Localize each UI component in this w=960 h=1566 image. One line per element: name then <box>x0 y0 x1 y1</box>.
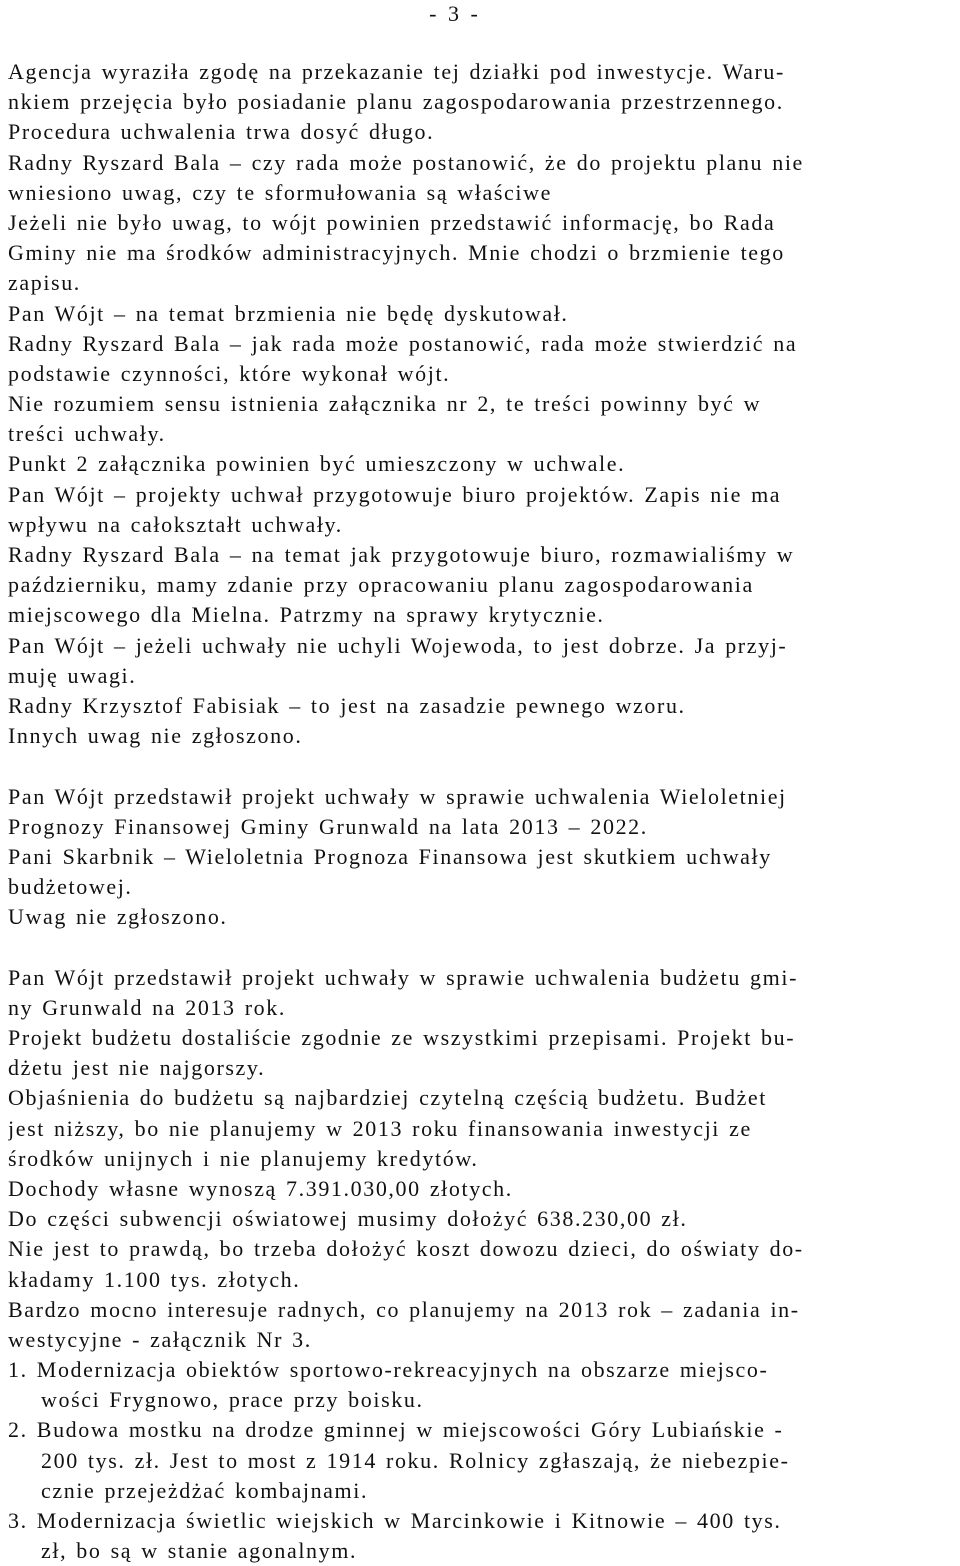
text-line: środków unijnych i nie planujemy kredytów. <box>8 1145 479 1171</box>
text-line: zł, bo są w stanie agonalnym. <box>41 1538 358 1564</box>
text-line: Gminy nie ma środków administracyjnych. Mnie chodzi o brzmienie tego <box>8 240 785 266</box>
text-line: Objaśnienia do budżetu są najbardziej czytelną częścią budżetu. Budżet <box>8 1085 768 1111</box>
text-line: jest niższy, bo nie planujemy w 2013 roku finansowania inwestycji ze <box>8 1115 752 1141</box>
text-line: Bardzo mocno interesuje radnych, co planujemy na 2013 rok – zadania in- <box>8 1296 800 1322</box>
text-line: Pan Wójt – jeżeli uchwały nie uchyli Wojewoda, to jest dobrze. Ja przyj- <box>8 632 788 658</box>
text-line: Pani Skarbnik – Wieloletnia Prognoza Finansowa jest skutkiem uchwały <box>8 843 772 869</box>
text-line: Radny Krzysztof Fabisiak – to jest na zasadzie pewnego wzoru. <box>8 692 686 718</box>
text-line: wniesiono uwag, czy te sformułowania są właściwe <box>8 179 552 205</box>
text-line: Pan Wójt przedstawił projekt uchwały w sprawie uchwalenia budżetu gmi- <box>8 964 799 990</box>
text-line: Do części subwencji oświatowej musimy dołożyć 638.230,00 zł. <box>8 1206 688 1232</box>
text-line: Pan Wójt przedstawił projekt uchwały w sprawie uchwalenia Wieloletniej <box>8 783 787 809</box>
text-line: 1. Modernizacja obiektów sportowo-rekreacyjnych na obszarze miejsco- <box>8 1357 769 1383</box>
text-line: 2. Budowa mostku na drodze gminnej w miejscowości Góry Lubiańskie - <box>8 1417 784 1443</box>
text-line: 3. Modernizacja świetlic wiejskich w Marcinkowie i Kitnowie – 400 tys. <box>8 1508 782 1533</box>
document-body <box>8 57 952 1566</box>
page-number: - 3 - <box>429 1 481 26</box>
text-line: westycyjne - załącznik Nr 3. <box>8 1326 312 1352</box>
text-line: zapisu. <box>8 270 81 296</box>
text-line: Radny Ryszard Bala – czy rada może postanowić, że do projektu planu nie <box>8 149 804 175</box>
text-line: ny Grunwald na 2013 rok. <box>8 994 286 1020</box>
text-line: Punkt 2 załącznika powinien być umieszczony w uchwale. <box>8 451 626 477</box>
text-line: Procedura uchwalenia trwa dosyć długo. <box>8 119 435 145</box>
text-line: 200 tys. zł. Jest to most z 1914 roku. Rolnicy zgłaszają, że niebezpie- <box>41 1447 790 1473</box>
text-line: miejscowego dla Mielna. Patrzmy na sprawy krytycznie. <box>8 602 605 628</box>
text-line: Agencja wyraziła zgodę na przekazanie tej działki pod inwestycje. Waru- <box>8 59 785 84</box>
text-line: Pan Wójt – projekty uchwał przygotowuje biuro projektów. Zapis nie ma <box>8 481 782 507</box>
text-line: dżetu jest nie najgorszy. <box>8 1055 266 1081</box>
text-line: Dochody własne wynoszą 7.391.030,00 złotych. <box>8 1175 513 1201</box>
text-line: październiku, mamy zdanie przy opracowaniu planu zagospodarowania <box>8 572 754 598</box>
text-line: cznie przejeżdżać kombajnami. <box>41 1477 369 1503</box>
text-line: Prognozy Finansowej Gminy Grunwald na lata 2013 – 2022. <box>8 813 648 839</box>
text-line: nkiem przejęcia było posiadanie planu zagospodarowania przestrzennego. <box>8 89 784 115</box>
text-line: treści uchwały. <box>8 421 166 447</box>
text-line: Radny Ryszard Bala – jak rada może postanowić, rada może stwierdzić na <box>8 330 798 356</box>
text-line: wości Frygnowo, prace przy boisku. <box>41 1387 424 1413</box>
text-line: podstawie czynności, które wykonał wójt. <box>8 360 451 386</box>
text-line: Nie jest to prawdą, bo trzeba dołożyć koszt dowozu dzieci, do oświaty do- <box>8 1236 804 1262</box>
text-line: muję uwagi. <box>8 662 137 688</box>
text-line: Jeżeli nie było uwag, to wójt powinien przedstawić informację, bo Rada <box>8 209 776 235</box>
paragraph-gap <box>8 932 952 962</box>
text-line: kładamy 1.100 tys. złotych. <box>8 1266 301 1292</box>
text-line: Uwag nie zgłoszono. <box>8 904 228 930</box>
text-line: budżetowej. <box>8 874 133 900</box>
text-line: Nie rozumiem sensu istnienia załącznika nr 2, te treści powinny być w <box>8 391 762 417</box>
text-line: wpływu na całokształt uchwały. <box>8 511 343 537</box>
text-line: Pan Wójt – na temat brzmienia nie będę dyskutował. <box>8 300 569 326</box>
paragraph-gap <box>8 751 952 781</box>
text-line: Innych uwag nie zgłoszono. <box>8 723 303 749</box>
text-line: Projekt budżetu dostaliście zgodnie ze wszystkimi przepisami. Projekt bu- <box>8 1025 796 1050</box>
text-line: Radny Ryszard Bala – na temat jak przygotowuje biuro, rozmawialiśmy w <box>8 542 795 567</box>
